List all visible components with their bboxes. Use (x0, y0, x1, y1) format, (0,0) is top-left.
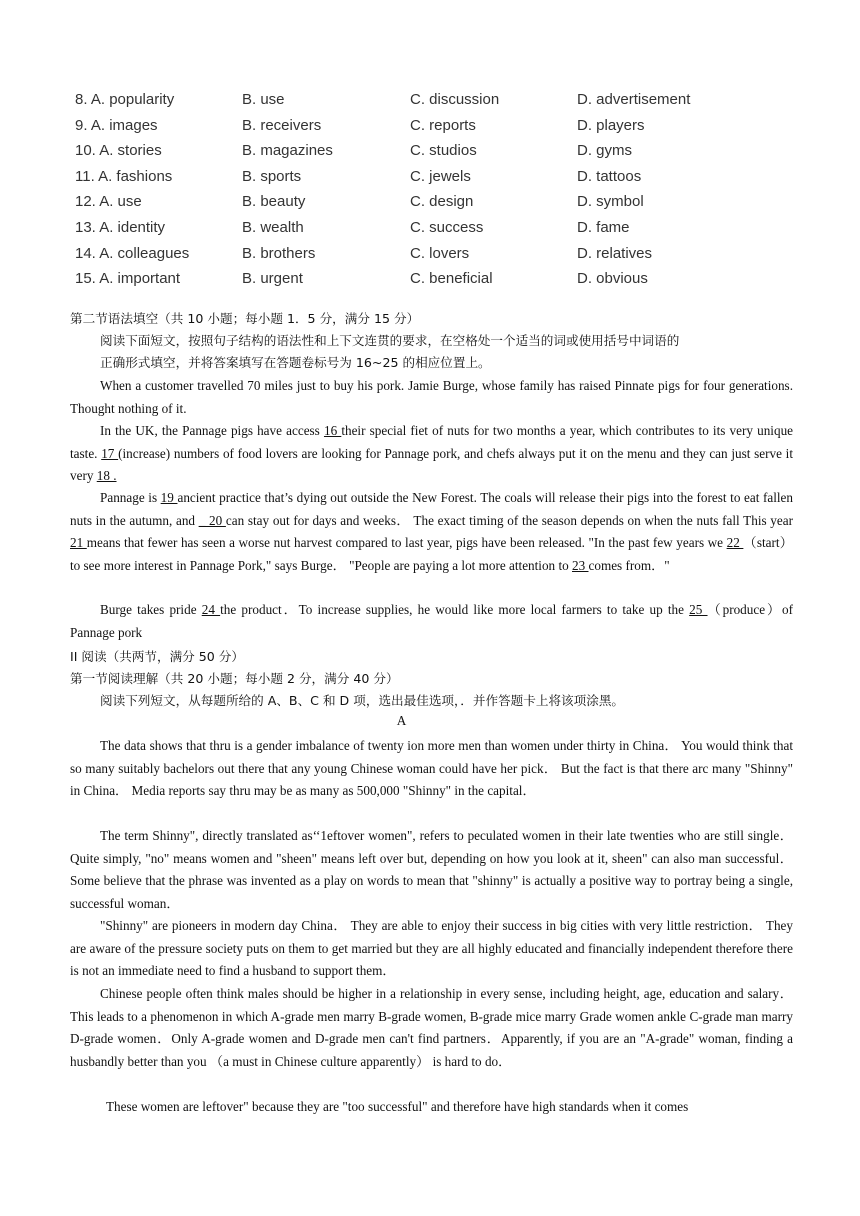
option-choice: D. tattoos (577, 167, 642, 185)
option-choice: C. lovers (410, 244, 470, 262)
blank-21: 21 (70, 535, 87, 550)
option-choice: 14. A. colleagues (75, 244, 190, 262)
option-choice: B. wealth (242, 219, 304, 236)
blank-23: 23 (572, 557, 589, 573)
section2-instruction-line2: 正确形式填空，并将答案填写在答题卷标号为 16~25 的相应位置上。 (100, 355, 491, 370)
option-choice: D. relatives (577, 244, 653, 262)
option-choice: C. success (410, 219, 484, 236)
blank-20: _ 20 (198, 512, 226, 528)
grammar-paragraph-4: Burge takes pride 24 the product．To increase supplies, he would like more local farmers to take up the 25 （produce）of Pannage pork (70, 602, 794, 640)
option-row (70, 270, 720, 294)
blank-25: 25 (689, 602, 708, 617)
option-choice: B. brothers (242, 244, 316, 262)
blank-17: 17 (101, 445, 119, 461)
options-table (70, 86, 720, 296)
blank-22: 22 (726, 535, 744, 550)
passage-paragraph-5: These women are leftover" because they are "too successful" and therefore have high standards when it comes (106, 1099, 689, 1114)
option-choice: 11. A. fashions (75, 167, 173, 185)
section2-title: 第二节语法填空（共 10 小题；每小题 1．5 分，满分 15 分） (70, 311, 420, 326)
option-choice: 8. A. popularity (75, 91, 175, 108)
option-choice: B. sports (242, 167, 302, 185)
option-choice: B. magazines (242, 142, 333, 160)
option-row (70, 168, 720, 192)
option-row (70, 117, 720, 141)
option-row (70, 245, 720, 269)
part2-title: II 阅读（共两节，满分 50 分） (70, 649, 244, 664)
option-row (70, 219, 720, 243)
option-choice: C. design (410, 193, 474, 211)
grammar-paragraph-1: When a customer travelled 70 miles just to buy his pork. Jamie Burge, whose family has raised Pinnate pigs for four generations. Thought nothing of it. (70, 378, 793, 416)
option-choice: D. symbol (577, 193, 644, 211)
option-choice: C. studios (410, 142, 477, 160)
blank-18: 18 . (96, 468, 117, 483)
passage-paragraph-2: The term Shinny", directly translated as‘‘1eftover women", refers to peculated women in their late twenties who are still single． Quite simply, "no" means women and "sheen" means left over but, depending on how you look at it, sheen" can also man successful．Some believe that the phrase was invented as a play on words to mean that "shinny" is actually a positive way to portray being a single, successful woman． (70, 828, 793, 911)
passage-paragraph-3: "Shinny" are pioneers in modern day China． They are able to enjoy their success in big cities with very little restriction． They are aware of the pressure society puts on them to get married but they are all highly educated and financially independent therefore there is not an immediate need to find a husband to support them． (70, 918, 793, 978)
part2-instruction: 阅读下列短文，从每题所给的 A、B、C 和 D 项，选出最佳选项，．并作答题卡上将该项涂黑。 (100, 693, 625, 708)
option-choice: B. urgent (242, 270, 303, 288)
option-row (70, 193, 720, 217)
option-choice: 10. A. stories (75, 142, 162, 160)
option-choice: D. gyms (577, 142, 633, 160)
blank-19: 19 (160, 490, 178, 505)
option-choice: C. reports (410, 116, 476, 134)
option-choice: 9. A. images (75, 116, 158, 134)
passage-paragraph-1: The data shows that thru is a gender imbalance of twenty ion more men than women under thirty in China． You would think that so many suitably bachelors out there that any young Chinese woman could have her pick． But the fact is that there arc many "Shinny" in China． Media reports say thru may be as many as 500,000 "Shinny" in the capital． (70, 738, 793, 798)
option-row (70, 142, 720, 166)
option-choice: C. discussion (410, 91, 500, 108)
option-choice: C. jewels (410, 167, 471, 185)
option-choice: 15. A. important (75, 270, 181, 288)
option-choice: C. beneficial (410, 270, 493, 288)
grammar-paragraph-3: Pannage is 19 ancient practice that’s dying out outside the New Forest. The coals will release their pigs into the forest to eat fallen nuts in the autumn, and _ 20 can stay out for days and weeks． The exact timing of the season depends on when the nuts fall This year 21 means that fewer has seen a worse nut harvest compared to last year, pigs have been released. "In the past few years we 22 （start）to see more interest in Pannage Pork," says Burge． "People are paying a lot more attention to 23 comes from．" (70, 490, 793, 573)
option-choice: D. advertisement (577, 91, 691, 108)
blank-24: 24 (201, 602, 221, 617)
section2-instruction-line1: 阅读下面短文，按照句子结构的语法性和上下文连贯的要求，在空格处一个适当的词或使用括号中词语的 (100, 333, 680, 348)
passage-letter: A (396, 713, 407, 728)
option-choice: 13. A. identity (75, 219, 166, 236)
blank-16: 16 (323, 423, 342, 438)
passage-paragraph-4: Chinese people often think males should be higher in a relationship in every sense, including height, age, education and salary．This leads to a phenomenon in which A-grade men marry B-grade women, B-grade mice marry Grade women ankle C-grade man marry D-grade women．Only A-grade women and D-grade men can't find partners．Apparently, if you are an "A-grade" woman, finding a husbandly better than you （a must in Chinese culture apparently） is hard to do． (70, 986, 793, 1069)
option-choice: D. players (577, 116, 645, 134)
grammar-paragraph-2: In the UK, the Pannage pigs have access 16 their special fiet of nuts for two months a year, which contributes to its very unique taste. 17 (increase) numbers of food lovers are looking for Pannage pork, and chefs always put it on the menu and they can just serve it very 18 . (70, 423, 794, 483)
option-choice: B. receivers (242, 116, 322, 134)
option-choice: D. obvious (577, 270, 648, 288)
option-choice: B. beauty (242, 193, 306, 211)
option-choice: 12. A. use (75, 193, 142, 211)
option-row (70, 91, 720, 115)
option-choice: D. fame (577, 219, 630, 236)
part2-section1-title: 第一节阅读理解（共 20 小题；每小题 2 分，满分 40 分） (70, 671, 399, 686)
option-choice: B. use (242, 91, 285, 108)
